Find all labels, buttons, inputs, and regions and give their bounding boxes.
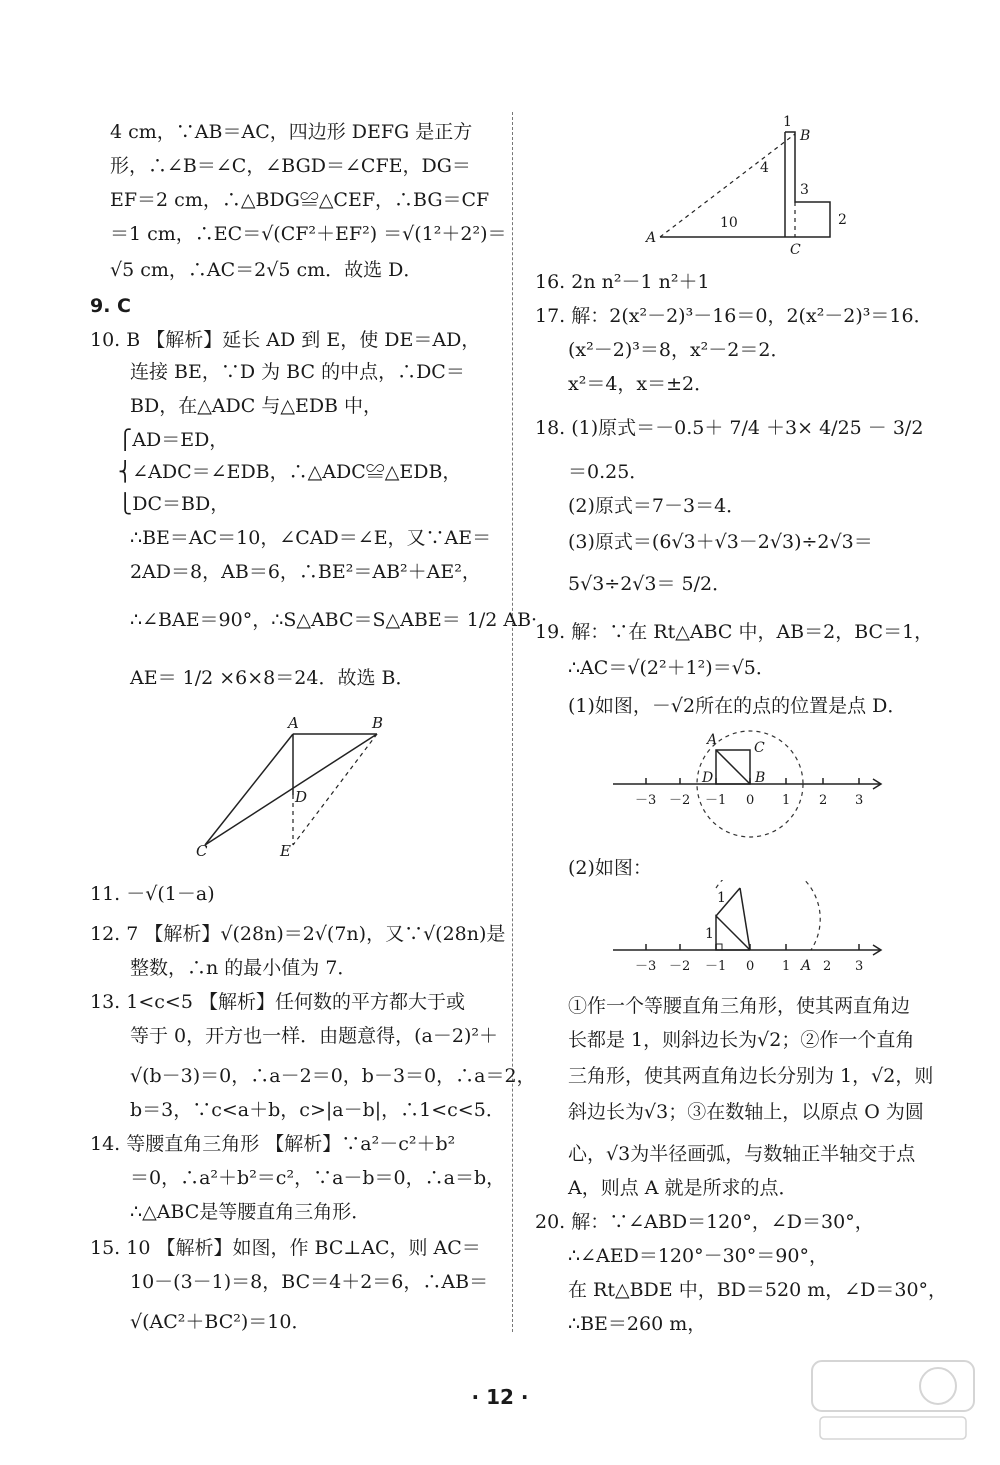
text-line: (x²－2)³＝8，x²－2＝2．	[568, 339, 790, 361]
label-e: E	[280, 842, 291, 860]
text-line: √5 cm，∴AC＝2√5 cm．故选 D．	[110, 259, 423, 281]
label-3: 3	[800, 182, 809, 198]
figure-q19-2	[605, 880, 895, 980]
text-line: ①作一个等腰直角三角形，使其两直角边	[568, 995, 911, 1017]
text-line: ⎧AD＝ED，	[118, 429, 229, 451]
answer-13: 13. 1<c<5 【解析】任何数的平方都大于或	[90, 991, 465, 1013]
text-line: ＝0，∴a²＋b²＝c²，∵a－b＝0，∴a＝b，	[130, 1167, 506, 1189]
text-line: 10－(3－1)＝8，BC＝4＋2＝6，∴AB＝	[130, 1271, 489, 1293]
text-line: (2)原式＝7－3＝4．	[568, 495, 746, 517]
text-line: ∴∠BAE＝90°，∴S△ABC＝S△ABE＝ 1/2 AB·	[130, 609, 538, 631]
text-line: ∴BE＝AC＝10，∠CAD＝∠E，又∵AE＝	[130, 527, 492, 549]
tick-label: 2	[819, 793, 828, 808]
text-line: 整数，∴n 的最小值为 7．	[130, 957, 357, 979]
label-c: C	[196, 842, 208, 860]
column-divider	[512, 112, 513, 1332]
answer-18: 18. (1)原式＝－0.5＋ 7/4 ＋3× 4/25 － 3/2	[535, 417, 924, 439]
text-line: ⎨∠ADC＝∠EDB，∴△ADC≌△EDB，	[118, 461, 462, 483]
label-d: D	[702, 770, 714, 786]
text-line: 长都是 1，则斜边长为√2；②作一个直角	[568, 1029, 915, 1051]
label-1: 1	[783, 114, 792, 130]
text-line: 连接 BE，∵D 为 BC 的中点，∴DC＝	[130, 361, 465, 383]
text-line: (2)如图：	[568, 857, 652, 879]
label-a: A	[646, 230, 657, 246]
text-line: x²＝4，x＝±2．	[568, 373, 714, 395]
label-b: B	[755, 770, 766, 786]
answer-17: 17. 解：2(x²－2)³－16＝0，2(x²－2)³＝16．	[535, 305, 933, 327]
answer-10: 10. B 【解析】延长 AD 到 E，使 DE＝AD，	[90, 329, 481, 351]
text-line: ∴BE＝260 m，	[568, 1313, 707, 1335]
tick-label: 2	[823, 959, 832, 974]
text-line: (1)如图，－√2所在的点的位置是点 D．	[568, 695, 907, 717]
label-a: A	[707, 732, 718, 748]
watermark-logo	[808, 1355, 978, 1445]
text-line: 4 cm，∵AB＝AC，四边形 DEFG 是正方	[110, 121, 473, 143]
tick-label: 0	[746, 959, 755, 974]
label-1-side: 1	[705, 926, 714, 942]
label-2: 2	[838, 212, 847, 228]
tick-label: －3	[635, 793, 657, 808]
text-line: 形，∴∠B＝∠C，∠BGD＝∠CFE，DG＝	[110, 155, 471, 177]
tick-label: 3	[855, 959, 864, 974]
label-b: B	[800, 128, 811, 144]
answer-20: 20. 解：∵∠ABD＝120°，∠D＝30°，	[535, 1211, 874, 1233]
text-line: ∴AC＝√(2²＋1²)＝√5．	[568, 657, 775, 679]
text-line: 心，√3为半径画弧，与数轴正半轴交于点	[568, 1143, 916, 1165]
label-1-top: 1	[717, 890, 726, 906]
answer-12: 12. 7 【解析】√(28n)＝2√(7n)，又∵√(28n)是	[90, 923, 506, 945]
text-line: ∴∠AED＝120°－30°＝90°，	[568, 1245, 828, 1267]
label-10: 10	[720, 215, 738, 231]
text-line: √(b－3)＝0，∴a－2＝0，b－3＝0，∴a＝2，	[130, 1065, 536, 1087]
answer-14: 14. 等腰直角三角形 【解析】∵a²－c²＋b²	[90, 1133, 456, 1155]
text-line: 三角形，使其两直角边长分别为 1，√2，则	[568, 1065, 934, 1087]
text-line: A，则点 A 就是所求的点．	[568, 1177, 798, 1199]
label-a: A	[801, 958, 812, 974]
figure-q15	[640, 112, 870, 262]
text-line: BD，在△ADC 与△EDB 中，	[130, 395, 383, 417]
tick-label: －2	[669, 793, 691, 808]
label-c: C	[754, 740, 765, 756]
text-line: 5√3÷2√3＝ 5/2．	[568, 573, 732, 595]
text-line: 2AD＝8，AB＝6，∴BE²＝AB²＋AE²，	[130, 561, 481, 583]
label-4: 4	[760, 160, 769, 176]
tick-label: 1	[782, 959, 791, 974]
text-line: ＝0.25．	[568, 461, 649, 483]
answer-15: 15. 10 【解析】如图，作 BC⊥AC，则 AC＝	[90, 1237, 481, 1259]
tick-label: 3	[855, 793, 864, 808]
tick-label: －3	[635, 959, 657, 974]
tick-label: －2	[669, 959, 691, 974]
text-line: √(AC²＋BC²)＝10．	[130, 1311, 311, 1333]
answer-11: 11. －√(1－a)	[90, 883, 215, 905]
text-line: 在 Rt△BDE 中，BD＝520 m，∠D＝30°，	[568, 1279, 948, 1301]
text-line: 等于 0，开方也一样．由题意得，(a－2)²＋	[130, 1025, 498, 1047]
tick-label: 1	[782, 793, 791, 808]
label-a: A	[288, 714, 299, 732]
text-line: 斜边长为√3；③在数轴上，以原点 O 为圆	[568, 1101, 924, 1123]
answer-16: 16. 2n n²－1 n²＋1	[535, 271, 710, 293]
page-number: · 12 ·	[471, 1385, 529, 1409]
label-b: B	[372, 714, 384, 732]
tick-label: －1	[705, 959, 727, 974]
label-d: D	[295, 788, 308, 806]
figure-q19-1	[605, 722, 895, 842]
text-line: ＝1 cm，∴EC＝√(CF²＋EF²) ＝√(1²＋2²)＝	[110, 223, 507, 245]
text-line: EF＝2 cm，∴△BDG≌△CEF，∴BG＝CF	[110, 189, 490, 211]
figure-q10	[180, 710, 410, 860]
text-line: (3)原式＝(6√3＋√3－2√3)÷2√3＝	[568, 531, 873, 553]
tick-label: －1	[705, 793, 727, 808]
text-line: AE＝ 1/2 ×6×8＝24．故选 B．	[130, 667, 415, 689]
text-line: ⎩DC＝BD，	[118, 493, 230, 515]
tick-label: 0	[746, 793, 755, 808]
text-line: ∴△ABC是等腰直角三角形．	[130, 1201, 371, 1223]
label-c: C	[790, 242, 801, 258]
answer-19: 19. 解：∵在 Rt△ABC 中，AB＝2，BC＝1，	[535, 621, 934, 643]
text-line: b＝3，∵c<a＋b，c>|a－b|，∴1<c<5．	[130, 1099, 505, 1121]
answer-9: 9. C	[90, 295, 131, 317]
